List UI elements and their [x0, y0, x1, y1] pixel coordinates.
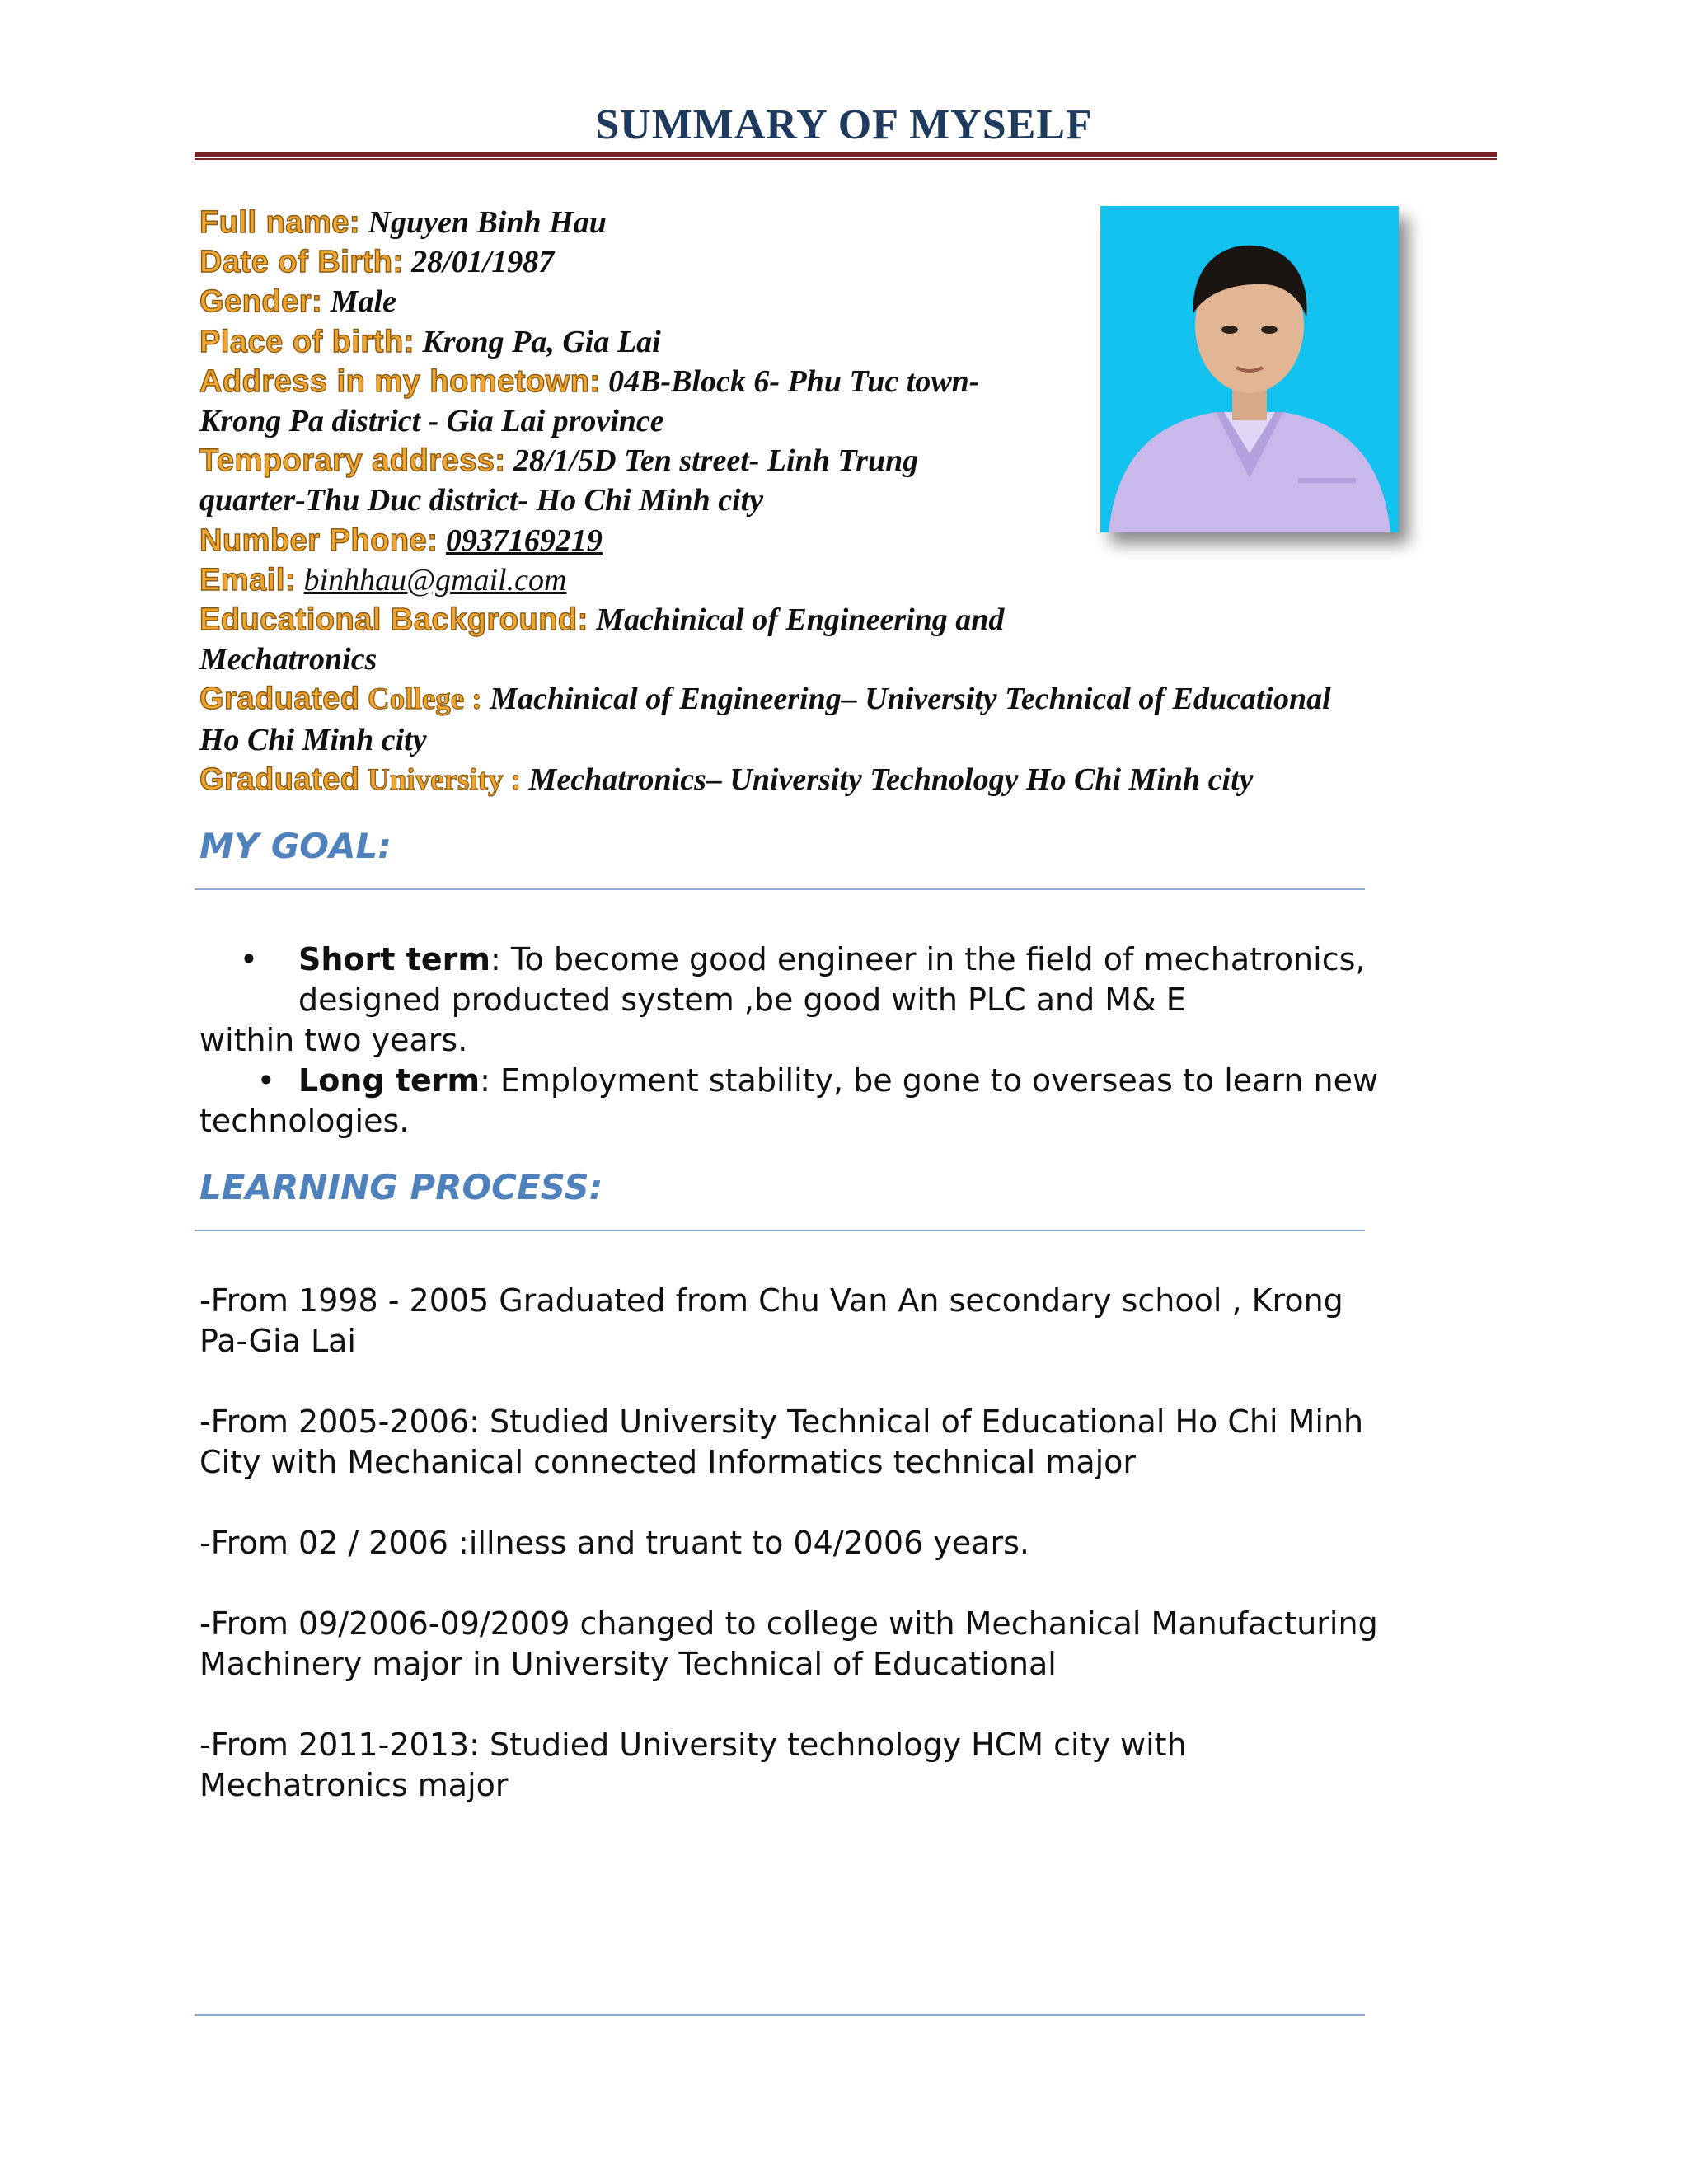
learning-entry-line: -From 1998 - 2005 Graduated from Chu Van An secondary school , Krong — [199, 1282, 1343, 1319]
goal-section — [199, 940, 1485, 1141]
profile-photo — [1100, 206, 1399, 532]
goal-short-term-cont-2 — [199, 1020, 1485, 1061]
education-row — [199, 600, 1452, 640]
gender-label: Gender: — [199, 284, 323, 320]
college-value: Machinical of Engineering– University Technical of Educational — [490, 682, 1331, 717]
email-link[interactable]: binhhau@gmail.com — [303, 562, 567, 598]
learning-entry-line: -From 2005-2006: Studied University Technical of Educational Ho Chi Minh — [199, 1404, 1364, 1440]
hometown-value-cont: Krong Pa district - Gia Lai province — [199, 404, 664, 439]
dob-label: Date of Birth: — [199, 245, 404, 280]
goal-short-term — [199, 940, 1485, 980]
dob-value: 28/01/1987 — [411, 245, 555, 280]
temp-address-label: Temporary address: — [199, 443, 506, 479]
email-row — [199, 560, 1452, 600]
learning-entry-line: -From 02 / 2006 :illness and truant to 04/2006 years. — [199, 1525, 1029, 1561]
college-value-cont: Ho Chi Minh city — [199, 722, 427, 757]
short-term-text: : To become good engineer in the field of mechatronics, — [490, 941, 1366, 977]
education-value-cont: Mechatronics — [199, 642, 377, 677]
education-row-2 — [199, 640, 1452, 679]
learning-entry-line: Pa-Gia Lai — [199, 1323, 356, 1359]
short-term-label: Short term — [298, 941, 490, 977]
university-label-b: University : — [368, 762, 522, 797]
college-row — [199, 679, 1452, 719]
long-term-label: Long term — [298, 1062, 481, 1099]
learning-entry-line: Mechatronics major — [199, 1767, 509, 1803]
university-value: Mechatronics– University Technology Ho Chi Minh city — [528, 762, 1254, 797]
long-term-text-cont: technologies. — [199, 1103, 410, 1139]
phone-label: Number Phone: — [199, 523, 438, 558]
learning-entry — [199, 1523, 1502, 1563]
goal-long-term — [199, 1061, 1485, 1101]
college-label-a: Graduated — [199, 682, 360, 717]
learning-divider — [195, 1230, 1365, 1231]
goal-divider — [195, 888, 1365, 890]
education-value: Machinical of Engineering and — [596, 602, 1005, 638]
full-name-label: Full name: — [199, 205, 361, 240]
learning-entry-line: -From 09/2006-09/2009 changed to college with Mechanical Manufacturing — [199, 1605, 1378, 1642]
learning-entry — [199, 1281, 1502, 1361]
university-label-a: Graduated — [199, 762, 360, 797]
learning-entry — [199, 1604, 1502, 1685]
short-term-text-cont: designed producted system ,be good with PLC and M& E — [298, 982, 1186, 1018]
education-label: Educational Background: — [199, 602, 588, 638]
title-divider — [195, 152, 1497, 160]
short-term-text-end: within two years. — [199, 1022, 468, 1058]
learning-entry — [199, 1402, 1502, 1483]
bullet-glyph: • — [256, 1062, 275, 1099]
learning-heading: LEARNING PROCESS: — [199, 1167, 603, 1207]
phone-link[interactable]: 0937169219 — [445, 523, 603, 558]
learning-entry-line: City with Mechanical connected Informatics technical major — [199, 1444, 1137, 1480]
learning-section — [199, 1281, 1502, 1846]
goal-long-term-cont — [199, 1101, 1485, 1141]
temp-address-value: 28/1/5D Ten street- Linh Trung — [513, 443, 919, 479]
goal-short-term-cont — [199, 980, 1485, 1020]
college-row-2 — [199, 720, 1452, 760]
college-label-b: College : — [368, 682, 482, 717]
hometown-label: Address in my hometown: — [199, 363, 601, 399]
temp-address-value-cont: quarter-Thu Duc district- Ho Chi Minh city — [199, 483, 764, 518]
portrait-illustration — [1100, 206, 1399, 532]
learning-entry-line: Machinery major in University Technical of Educational — [199, 1646, 1057, 1682]
full-name-value: Nguyen Binh Hau — [368, 205, 607, 240]
pob-label: Place of birth: — [199, 324, 415, 359]
learning-entry-line: -From 2011-2013: Studied University technology HCM city with — [199, 1727, 1187, 1763]
gender-value: Male — [330, 284, 396, 320]
long-term-text: : Employment stability, be gone to overseas to learn new — [480, 1062, 1379, 1099]
page-title: SUMMARY OF MYSELF — [595, 101, 1093, 148]
university-row — [199, 760, 1452, 800]
bullet-glyph: • — [239, 941, 259, 977]
email-label: Email: — [199, 562, 297, 598]
goal-heading: MY GOAL: — [199, 826, 392, 866]
hometown-value: 04B-Block 6- Phu Tuc town- — [608, 363, 980, 399]
pob-value: Krong Pa, Gia Lai — [422, 324, 661, 359]
learning-entry — [199, 1725, 1502, 1806]
footer-divider — [195, 2014, 1365, 2016]
